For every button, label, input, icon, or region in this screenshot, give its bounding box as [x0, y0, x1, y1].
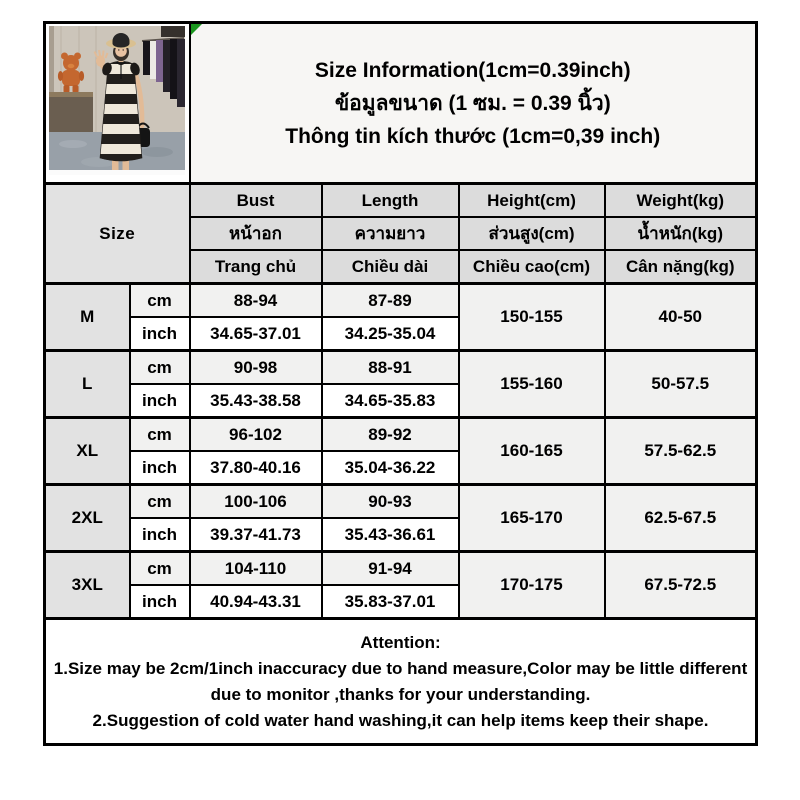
bust-inch-value: 39.37-41.73 — [190, 518, 322, 552]
bust-inch-value: 37.80-40.16 — [190, 451, 322, 485]
length-cm-value: 88-91 — [322, 351, 459, 385]
height-value: 155-160 — [459, 351, 605, 418]
bust-inch-value: 35.43-38.58 — [190, 384, 322, 418]
length-inch-value: 34.65-35.83 — [322, 384, 459, 418]
size-label: M — [45, 284, 130, 351]
unit-label-inch: inch — [130, 451, 190, 485]
col-header-length-vi: Chiều dài — [322, 250, 459, 284]
title-vietnamese: Thông tin kích thước (1cm=0,39 inch) — [285, 124, 661, 148]
col-header-weight-vi: Cân nặng(kg) — [605, 250, 757, 284]
weight-value: 67.5-72.5 — [605, 552, 757, 619]
height-value: 165-170 — [459, 485, 605, 552]
unit-label-inch: inch — [130, 585, 190, 619]
attention-note-2: 2.Suggestion of cold water hand washing,it can help items keep their shape. — [92, 710, 709, 730]
bust-inch-value: 34.65-37.01 — [190, 317, 322, 351]
col-header-weight-en: Weight(kg) — [605, 184, 757, 218]
wooden-shelf — [49, 92, 93, 97]
bust-cm-value: 100-106 — [190, 485, 322, 519]
col-header-bust-th: หน้าอก — [190, 217, 322, 250]
col-header-length-th: ความยาว — [322, 217, 459, 250]
title-cell — [190, 23, 757, 184]
unit-label-inch: inch — [130, 317, 190, 351]
bust-cm-value: 90-98 — [190, 351, 322, 385]
bust-cm-value: 104-110 — [190, 552, 322, 586]
length-cm-value: 91-94 — [322, 552, 459, 586]
col-header-weight-th: น้ำหนัก(kg) — [605, 217, 757, 250]
col-header-height-en: Height(cm) — [459, 184, 605, 218]
unit-label-cm: cm — [130, 485, 190, 519]
title-thai: ข้อมูลขนาด (1 ซม. = 0.39 นิ้ว) — [334, 91, 611, 115]
product-photo — [49, 26, 185, 175]
unit-label-cm: cm — [130, 351, 190, 385]
attention-cell — [45, 619, 757, 745]
unit-label-inch: inch — [130, 518, 190, 552]
bust-inch-value: 40.94-43.31 — [190, 585, 322, 619]
height-value: 150-155 — [459, 284, 605, 351]
size-chart-table — [43, 21, 758, 746]
unit-label-cm: cm — [130, 284, 190, 318]
unit-label-cm: cm — [130, 552, 190, 586]
weight-value: 40-50 — [605, 284, 757, 351]
size-label: L — [45, 351, 130, 418]
length-cm-value: 87-89 — [322, 284, 459, 318]
weight-value: 57.5-62.5 — [605, 418, 757, 485]
bust-cm-value: 96-102 — [190, 418, 322, 452]
unit-label-cm: cm — [130, 418, 190, 452]
col-header-bust-vi: Trang chủ — [190, 250, 322, 284]
size-label: 3XL — [45, 552, 130, 619]
size-corner-header: Size — [45, 184, 190, 284]
unit-label-inch: inch — [130, 384, 190, 418]
size-label: 2XL — [45, 485, 130, 552]
attention-heading: Attention: — [360, 632, 441, 652]
attention-note-1: 1.Size may be 2cm/1inch inaccuracy due to hand measure,Color may be little different due to monitor ,thanks for your understanding. — [53, 658, 748, 704]
col-header-height-th: ส่วนสูง(cm) — [459, 217, 605, 250]
weight-value: 50-57.5 — [605, 351, 757, 418]
length-cm-value: 90-93 — [322, 485, 459, 519]
weight-value: 62.5-67.5 — [605, 485, 757, 552]
length-inch-value: 34.25-35.04 — [322, 317, 459, 351]
length-cm-value: 89-92 — [322, 418, 459, 452]
length-inch-value: 35.04-36.22 — [322, 451, 459, 485]
col-header-bust-en: Bust — [190, 184, 322, 218]
col-header-height-vi: Chiều cao(cm) — [459, 250, 605, 284]
height-value: 160-165 — [459, 418, 605, 485]
product-photo-cell — [45, 23, 190, 184]
length-inch-value: 35.83-37.01 — [322, 585, 459, 619]
green-corner-marker-icon — [191, 24, 202, 35]
bust-cm-value: 88-94 — [190, 284, 322, 318]
title-english: Size Information(1cm=0.39inch) — [314, 58, 631, 82]
size-chart-sheet — [43, 21, 758, 746]
col-header-length-en: Length — [322, 184, 459, 218]
length-inch-value: 35.43-36.61 — [322, 518, 459, 552]
size-label: XL — [45, 418, 130, 485]
height-value: 170-175 — [459, 552, 605, 619]
